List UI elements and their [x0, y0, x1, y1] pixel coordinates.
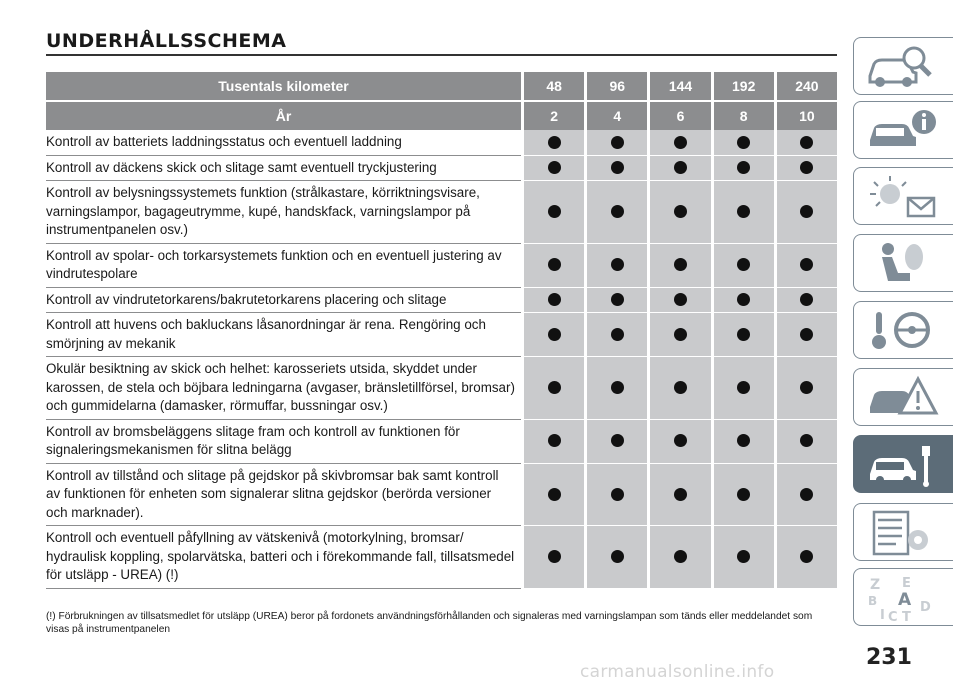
check-mark-dot — [674, 550, 687, 563]
check-mark-dot — [548, 205, 561, 218]
check-mark-dot — [800, 258, 813, 271]
footnote-text: Förbrukningen av tillsatsmedlet för utsläpp (UREA) beror på fordonets användningsförhållanden och signaleras med varningslampan som tänds eller meddelandet som visas på instrumentpanelen — [46, 611, 813, 635]
svg-text:E: E — [902, 576, 911, 591]
year-value: 2 — [521, 102, 584, 130]
check-mark-dot — [674, 161, 687, 174]
km-value: 96 — [584, 72, 647, 102]
km-value: 48 — [521, 72, 584, 102]
check-description: Kontroll av bromsbeläggens slitage fram och kontroll av funktionen för signaleringsmekanismen för slitna belägg — [46, 420, 521, 464]
technical-list-icon — [862, 508, 942, 558]
check-mark-dot — [737, 293, 750, 306]
interval-cell — [584, 464, 647, 527]
check-description: Kontroll och eventuell påfyllning av vätskenivå (motorkylning, bromsar/ hydraulisk koppling, spolarvätska, batteri och i förekommande fall, tillsatsmedel för utsläpp - UREA) (!) — [46, 526, 521, 589]
interval-cell — [647, 244, 710, 288]
interval-cell — [647, 526, 710, 589]
svg-text:B: B — [868, 594, 878, 608]
chapter-tab[interactable] — [853, 167, 953, 225]
check-mark-dot — [548, 328, 561, 341]
interval-cell — [584, 244, 647, 288]
check-mark-dot — [737, 258, 750, 271]
check-mark-dot — [737, 328, 750, 341]
year-value: 4 — [584, 102, 647, 130]
km-value: 192 — [711, 72, 774, 102]
interval-cell — [711, 420, 774, 464]
chapter-tab-active[interactable] — [853, 435, 953, 493]
car-info-icon — [862, 106, 942, 156]
schedule-row — [46, 420, 837, 464]
km-value: 240 — [774, 72, 837, 102]
chapter-tab[interactable] — [853, 368, 953, 426]
interval-cell — [647, 130, 710, 156]
interval-cell — [711, 357, 774, 420]
km-value: 144 — [647, 72, 710, 102]
km-header-label: Tusentals kilometer — [46, 72, 521, 102]
interval-cell — [711, 464, 774, 527]
interval-cell — [521, 357, 584, 420]
interval-cell — [647, 420, 710, 464]
svg-text:A: A — [898, 590, 912, 610]
interval-cell — [774, 464, 837, 527]
schedule-row — [46, 526, 837, 589]
check-mark-dot — [737, 381, 750, 394]
interval-cell — [647, 181, 710, 244]
check-mark-dot — [674, 258, 687, 271]
schedule-row — [46, 156, 837, 182]
interval-cell — [711, 526, 774, 589]
check-mark-dot — [611, 293, 624, 306]
car-wrench-icon — [862, 440, 942, 490]
check-mark-dot — [737, 136, 750, 149]
interval-cell — [711, 313, 774, 357]
schedule-row — [46, 181, 837, 244]
footnote — [46, 610, 836, 636]
check-description: Kontroll av batteriets laddningsstatus och eventuell laddning — [46, 130, 521, 156]
interval-cell — [774, 288, 837, 314]
check-mark-dot — [611, 161, 624, 174]
check-mark-dot — [800, 161, 813, 174]
check-mark-dot — [674, 136, 687, 149]
check-description: Kontroll av spolar- och torkarsystemets funktion och en eventuell justering av vindrutespolare — [46, 244, 521, 288]
car-magnifier-icon — [862, 42, 942, 92]
check-mark-dot — [800, 488, 813, 501]
interval-cell — [774, 420, 837, 464]
interval-cell — [584, 130, 647, 156]
check-mark-dot — [611, 550, 624, 563]
schedule-row — [46, 244, 837, 288]
interval-cell — [774, 181, 837, 244]
schedule-row — [46, 464, 837, 527]
schedule-row — [46, 288, 837, 314]
interval-cell — [711, 288, 774, 314]
check-mark-dot — [548, 434, 561, 447]
check-mark-dot — [800, 381, 813, 394]
check-mark-dot — [737, 434, 750, 447]
footnote-marker: (!) — [46, 611, 56, 622]
check-mark-dot — [548, 293, 561, 306]
check-mark-dot — [674, 293, 687, 306]
svg-text:D: D — [920, 600, 931, 615]
svg-text:C: C — [888, 610, 898, 623]
interval-cell — [774, 156, 837, 182]
interval-cell — [521, 156, 584, 182]
chapter-tab[interactable] — [853, 503, 953, 561]
check-mark-dot — [611, 136, 624, 149]
check-mark-dot — [674, 488, 687, 501]
interval-cell — [521, 181, 584, 244]
svg-text:T: T — [902, 610, 911, 623]
interval-cell — [774, 526, 837, 589]
check-mark-dot — [611, 381, 624, 394]
check-mark-dot — [548, 161, 561, 174]
chapter-tab[interactable] — [853, 301, 953, 359]
chapter-tab[interactable] — [853, 568, 953, 626]
page-title: UNDERHÅLLSSCHEMA — [46, 30, 287, 52]
interval-cell — [774, 130, 837, 156]
check-mark-dot — [548, 136, 561, 149]
check-mark-dot — [611, 434, 624, 447]
check-mark-dot — [800, 434, 813, 447]
svg-text:I: I — [880, 608, 885, 623]
interval-cell — [647, 357, 710, 420]
interval-cell — [774, 313, 837, 357]
steering-key-icon — [862, 306, 942, 356]
check-description: Kontroll av vindrutetorkarens/bakrutetorkarens placering och slitage — [46, 288, 521, 314]
interval-cell — [584, 313, 647, 357]
interval-cell — [647, 288, 710, 314]
interval-cell — [711, 156, 774, 182]
interval-cell — [521, 313, 584, 357]
km-header-row — [46, 72, 837, 102]
check-description: Kontroll av tillstånd och slitage på gejdskor på skivbromsar bak samt kontroll av funktionen för enheten som signalerar slitna gejdskor (berörda versioner och marknader). — [46, 464, 521, 527]
check-mark-dot — [800, 550, 813, 563]
year-value: 6 — [647, 102, 710, 130]
check-description: Kontroll av belysningssystemets funktion (strålkastare, körriktningsvisare, varningslampor, bagageutrymme, kupé, handskfack, varningslampor på instrumentpanelen osv.) — [46, 181, 521, 244]
check-mark-dot — [674, 328, 687, 341]
interval-cell — [584, 526, 647, 589]
check-mark-dot — [737, 550, 750, 563]
check-mark-dot — [737, 161, 750, 174]
year-header-row — [46, 102, 837, 130]
check-mark-dot — [800, 136, 813, 149]
interval-cell — [774, 244, 837, 288]
seat-airbag-icon — [862, 239, 942, 289]
check-mark-dot — [674, 205, 687, 218]
title-divider — [46, 54, 837, 56]
check-mark-dot — [674, 434, 687, 447]
interval-cell — [647, 464, 710, 527]
interval-cell — [584, 357, 647, 420]
year-value: 10 — [774, 102, 837, 130]
check-mark-dot — [611, 258, 624, 271]
check-mark-dot — [611, 328, 624, 341]
interval-cell — [711, 181, 774, 244]
check-mark-dot — [548, 488, 561, 501]
check-description: Kontroll av däckens skick och slitage samt eventuell tryckjustering — [46, 156, 521, 182]
check-mark-dot — [548, 258, 561, 271]
interval-cell — [521, 130, 584, 156]
chapter-tab[interactable] — [853, 101, 953, 159]
interval-cell — [774, 357, 837, 420]
interval-cell — [711, 130, 774, 156]
interval-cell — [584, 156, 647, 182]
interval-cell — [584, 420, 647, 464]
interval-cell — [647, 313, 710, 357]
schedule-row — [46, 313, 837, 357]
schedule-row — [46, 357, 837, 420]
year-header-label: År — [46, 102, 521, 130]
check-mark-dot — [548, 381, 561, 394]
year-value: 8 — [711, 102, 774, 130]
check-mark-dot — [800, 205, 813, 218]
lights-warning-icon — [862, 172, 942, 222]
check-mark-dot — [548, 550, 561, 563]
interval-cell — [521, 526, 584, 589]
check-mark-dot — [611, 205, 624, 218]
check-mark-dot — [674, 381, 687, 394]
warning-triangle-icon — [862, 373, 942, 423]
interval-cell — [711, 244, 774, 288]
check-mark-dot — [737, 488, 750, 501]
check-description: Okulär besiktning av skick och helhet: karosseriets utsida, skyddet under karossen, de stela och böjbara ledningarna (avgaser, bränsletillförsel, bromsar) och gummidelarna (damasker, rörmuffar, bussningar osv.) — [46, 357, 521, 420]
schedule-row — [46, 130, 837, 156]
watermark: carmanualsonline.info — [580, 662, 775, 682]
chapter-tab[interactable] — [853, 234, 953, 292]
interval-cell — [584, 288, 647, 314]
svg-text:Z: Z — [870, 577, 881, 593]
check-mark-dot — [800, 328, 813, 341]
interval-cell — [584, 181, 647, 244]
check-mark-dot — [800, 293, 813, 306]
interval-cell — [521, 288, 584, 314]
check-description: Kontroll att huvens och bakluckans låsanordningar är rena. Rengöring och smörjning av mekanik — [46, 313, 521, 357]
interval-cell — [521, 464, 584, 527]
interval-cell — [521, 420, 584, 464]
chapter-tab[interactable] — [853, 37, 953, 95]
interval-cell — [521, 244, 584, 288]
check-mark-dot — [737, 205, 750, 218]
alphabet-index-icon — [862, 573, 942, 623]
page-number: 231 — [866, 645, 912, 670]
maintenance-schedule-table — [46, 72, 837, 589]
interval-cell — [647, 156, 710, 182]
check-mark-dot — [611, 488, 624, 501]
